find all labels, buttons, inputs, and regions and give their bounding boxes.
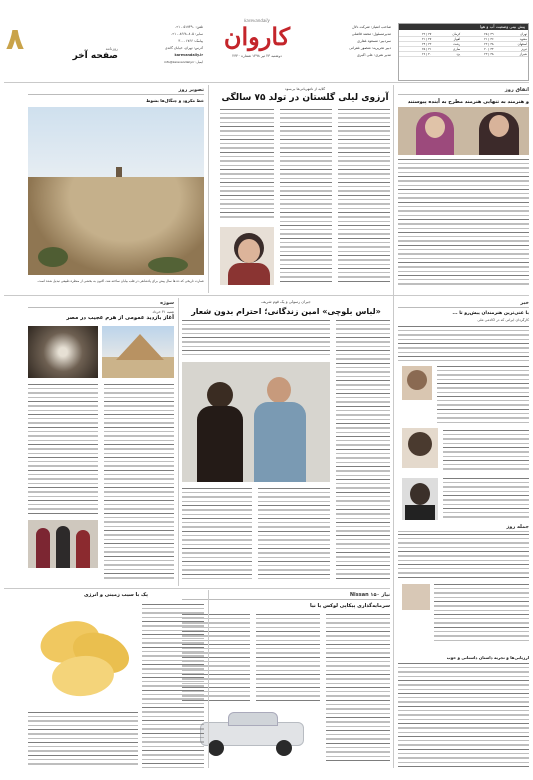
story-date: شنبه ۳۱ خرداد (152, 310, 174, 314)
weather-temp: ۴۷ | ۳۱ (399, 37, 432, 42)
staff-box: صاحب امتیاز: شرکت دلال مدیرمسئول: محمد فاضلی سردبیر: مسعود غفاری دبیر تحریریه: منصور غفرانی مدیر هنری: علی اکبری (349, 25, 391, 57)
weather-city: اصفهان (495, 42, 528, 47)
body-text (28, 712, 138, 768)
quote-tag: جمله روز (398, 524, 529, 532)
body-text (28, 384, 98, 514)
section-tag: خبر (398, 300, 529, 308)
body-text (398, 534, 529, 580)
body-text (280, 109, 332, 285)
portrait-2 (402, 428, 438, 468)
body-text (443, 478, 529, 520)
weather-city: تبریز (495, 47, 528, 52)
photo-caption: عمارت تاریخی که ده ها سال پیش برای پادشاهی در قلب بیابان ساخته شد، اکنون به بخشی از منظره طبیعی تبدیل شده است. (37, 279, 204, 283)
photo-of-day (28, 107, 204, 275)
section-tag: نیاز ۱۵۰ Nissan (182, 592, 390, 600)
page-number: ۸ (5, 22, 25, 57)
weather-temp: ۳۸ | ۲۳ (461, 52, 494, 57)
story-photo (398, 107, 529, 155)
story-headline: و هنرمند به تنهایی هنرمند مطرح به آینده پیوستند (407, 99, 529, 105)
weather-city: ساری (432, 47, 461, 52)
chips-photo (28, 604, 138, 708)
body-text (326, 614, 390, 764)
weather-temp: ۳۹ | ۲۵ (461, 32, 494, 37)
story-kicker: جیران رسولی و یک قوم شریف (261, 300, 311, 304)
weather-city: مشهد (495, 37, 528, 42)
weather-temp: ۳۶ | ۲۱ (461, 37, 494, 42)
body-text (434, 584, 529, 644)
story-sub: کارگردان ایرانی که در آکادمی ملی (477, 318, 529, 322)
weather-city: رشت (432, 42, 461, 47)
portrait-4 (402, 584, 430, 610)
body-text (182, 488, 252, 582)
story-headline: با غنی‌ترین هنرمندان پیش‌رو تا ... (452, 311, 529, 316)
issue-date: دوشنبه ۲۳ تیر ۱۳۹۸ شماره ۲۳۴۰ (232, 54, 282, 58)
weather-temp: ۳۸ | ۲۲ (461, 42, 494, 47)
body-text (398, 326, 529, 362)
story-headline: آغاز بازدید عمومی از هرم عجیب در مصر (66, 315, 174, 322)
portrait-1 (402, 366, 432, 400)
page-label: روزنامه صفحه آخر (72, 46, 118, 61)
body-text (398, 663, 529, 768)
story-headline: ارزیابی‌ها و تجربه داستان داستانی و خوب (446, 655, 529, 660)
section-tag: تصویر روز (28, 87, 204, 95)
contact-box: تلفن: ۵۱۷۳۹۰ - ۰۲۱ نمابر: ۸۶۶۸۰۸۰۵ - ۰۲۱ پیامک: ۳۰۰۰۱۷۶۶ آدرس: تهران، خیابان گاندی karevandaily.ir ایمیل: info@karevandaily.ir (163, 25, 203, 64)
section-tag: سوژه (28, 300, 174, 308)
story-kicker: گلایه از نامهربانی‌ها بی‌سود (284, 87, 326, 91)
body-text (258, 488, 330, 582)
body-text (338, 109, 390, 285)
weather-temp: ۳۴ | ۲۰ (461, 47, 494, 52)
body-text (256, 614, 320, 704)
weather-temp: ۳۷ | ۲۲ (399, 32, 432, 37)
section-tag: اتفاق روز (398, 87, 529, 95)
story-headline: پک با سیب زمینی و انرژی (83, 592, 149, 598)
story-headline: «لباس بلوچی» امین زندگانی؛ احترام بدون شعار (191, 307, 381, 317)
weather-temp: ۳۱ | ۲۵ (399, 47, 432, 52)
body-text (220, 109, 274, 219)
body-text (437, 366, 529, 426)
body-text (142, 604, 204, 768)
body-text (182, 320, 330, 358)
body-text (443, 430, 529, 472)
baluchi-photo (182, 362, 330, 482)
body-text (398, 159, 529, 285)
weather-city: شیراز (495, 52, 528, 57)
tunnel-photo (28, 326, 98, 378)
masthead-logo (209, 18, 305, 68)
weather-title: پیش بینی وضعیت آب و هوا (399, 24, 528, 30)
story-headline: آرزوی لیلی گلستان در تولد ۷۵ سالگی (221, 93, 389, 104)
logo-latin: karevandaily (244, 18, 270, 23)
photo-headline: خط مکرود و چنگال‌ها بشوط (146, 98, 204, 103)
weather-temp: ۴۰ | ۲۶ (399, 52, 432, 57)
small-photo (28, 520, 98, 568)
weather-box (398, 23, 529, 81)
lily-portrait (220, 227, 274, 285)
portrait-3 (402, 478, 438, 520)
weather-city: تهران (495, 32, 528, 37)
body-text (104, 384, 174, 582)
weather-temp: ۳۲ | ۲۴ (399, 42, 432, 47)
weather-city: کرمان (432, 32, 461, 37)
pyramid-photo (102, 326, 174, 378)
weather-city: اهواز (432, 37, 461, 42)
story-headline: سرمایه‌گذاری پیکاپی لوکس یا نیا (309, 603, 390, 609)
logo-text: کاروان (223, 22, 291, 51)
body-text (336, 320, 390, 582)
weather-city: یزد (432, 52, 461, 57)
